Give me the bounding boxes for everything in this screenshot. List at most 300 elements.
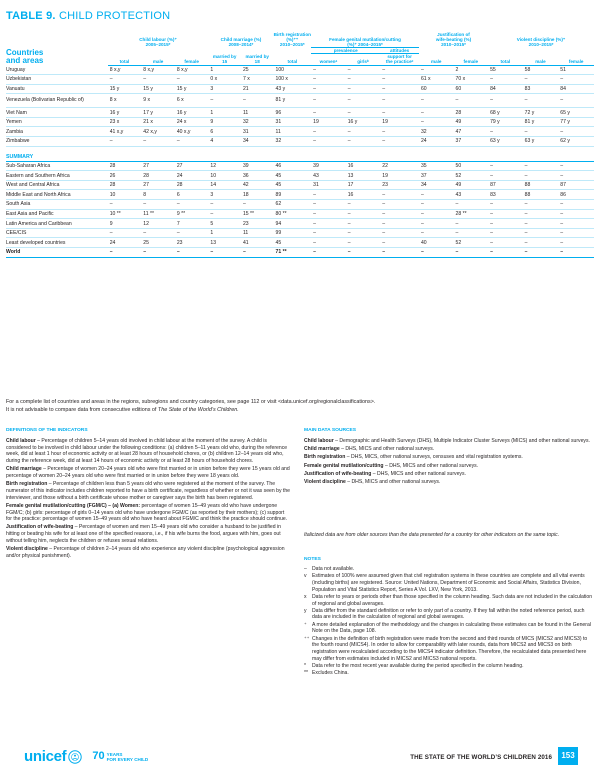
note-item: v Estimates of 100% were assumed given that civil registration systems in these countries are complete and all vital events (including births) are registered. Source: United Nations, Department of Economic and Social Affairs, Statistics Division, Population and Vital Statistics Report, Series A Vol. LXV, New York, 2013. <box>304 573 585 593</box>
data-cell: 6 <box>208 127 241 137</box>
data-cell: 23 <box>175 238 209 248</box>
data-cell: 21 <box>241 84 274 94</box>
data-cell: 31 <box>274 117 312 127</box>
data-cell: 45 <box>274 180 312 190</box>
data-cell: 19 <box>380 171 419 181</box>
col-header-fgm: Female genital mutilation/cutting (%)⁺ 2004–2015* <box>311 32 419 47</box>
summary-heading: SUMMARY <box>6 146 594 161</box>
sources-entry: Child labour – Demographic and Health Surveys (DHS), Multiple Indicator Cluster Surveys (MICS) and other national surveys. <box>304 438 590 444</box>
data-cell: – <box>488 94 523 108</box>
data-cell: – <box>454 219 489 229</box>
data-cell: 9 <box>208 117 241 127</box>
data-cell: 58 <box>523 65 559 75</box>
data-cell: 9 ** <box>175 209 209 219</box>
col-header-vd-male: male <box>523 53 559 65</box>
data-cell: 87 <box>558 180 594 190</box>
data-cell: – <box>380 200 419 210</box>
data-cell: 18 <box>241 190 274 200</box>
table-row <box>6 171 594 181</box>
country-name: Yemen <box>6 117 108 127</box>
data-cell: 21 x <box>141 117 175 127</box>
data-cell: 32 <box>274 137 312 147</box>
data-cell: 23 <box>241 219 274 229</box>
data-cell: 16 <box>346 161 381 171</box>
data-cell: 24 <box>108 238 142 248</box>
note-item: ⁺ A more detailed explanation of the methodology and the changes in calculating these estimates can be found in the General Note on the Data, page 108. <box>304 621 591 635</box>
col-header-child-marriage: Child marriage (%) 2008–2014* <box>220 37 262 47</box>
data-cell: 28 <box>454 108 489 118</box>
col-header-justification: Justification of wife-beating (%) 2010–2015* <box>435 32 472 47</box>
data-cell: 37 <box>454 137 489 147</box>
data-cell: – <box>380 228 419 238</box>
data-cell: – <box>454 248 489 258</box>
data-cell: – <box>488 238 523 248</box>
data-cell: – <box>175 75 209 85</box>
data-cell: – <box>419 209 454 219</box>
data-cell: – <box>523 127 559 137</box>
data-cell: 61 x <box>419 75 454 85</box>
data-cell: 77 y <box>558 117 594 127</box>
data-cell: – <box>523 94 559 108</box>
col-header-married-18: married by 18 <box>241 53 274 65</box>
col-header-jw-female: female <box>454 53 489 65</box>
data-cell: 86 <box>558 190 594 200</box>
data-cell: 49 <box>454 117 489 127</box>
data-cell: – <box>311 127 346 137</box>
data-cell: 15 y <box>175 84 209 94</box>
data-cell: – <box>346 219 381 229</box>
data-cell: 13 <box>208 238 241 248</box>
data-cell: 63 y <box>488 137 523 147</box>
data-cell: – <box>311 209 346 219</box>
data-cell: 28 <box>175 180 209 190</box>
data-cell: 63 y <box>523 137 559 147</box>
data-cell: 16 y <box>346 117 381 127</box>
data-cell: 19 <box>380 117 419 127</box>
summary-rows <box>6 146 594 257</box>
data-cell: – <box>141 228 175 238</box>
country-name: South Asia <box>6 200 108 210</box>
data-cell: – <box>380 75 419 85</box>
data-cell: 11 <box>241 228 274 238</box>
data-cell: – <box>108 137 142 147</box>
country-name: Uzbekistan <box>6 75 108 85</box>
data-cell: – <box>454 94 489 108</box>
data-cell: – <box>419 219 454 229</box>
data-cell: – <box>523 209 559 219</box>
data-cell: 27 <box>141 180 175 190</box>
data-cell: – <box>346 94 381 108</box>
note-item: * Data refer to the most recent year available during the period specified in the column heading. <box>304 662 524 669</box>
data-cell: 17 <box>346 180 381 190</box>
country-name: Viet Nam <box>6 108 108 118</box>
table-row <box>6 248 594 258</box>
data-cell: – <box>488 161 523 171</box>
data-cell: 62 <box>274 200 312 210</box>
country-name: Uruguay <box>6 65 108 75</box>
footnote-compare: It is not advisable to compare data from consecutive editions of The State of the World’s Children. <box>6 406 239 413</box>
data-cell: – <box>558 161 594 171</box>
data-cell: 23 x <box>108 117 142 127</box>
country-name: Least developed countries <box>6 238 108 248</box>
data-cell: 25 <box>241 65 274 75</box>
country-rows <box>6 65 594 146</box>
data-cell: 39 <box>311 161 346 171</box>
data-cell: 41 <box>241 238 274 248</box>
data-cell: 34 <box>241 137 274 147</box>
data-cell: 42 <box>241 180 274 190</box>
data-cell: – <box>419 108 454 118</box>
data-cell: 19 <box>311 117 346 127</box>
data-cell: – <box>558 238 594 248</box>
data-cell: – <box>380 84 419 94</box>
data-cell: 72 y <box>523 108 559 118</box>
col-header-attitudes: attitudes <box>380 47 419 53</box>
table-title <box>6 10 170 22</box>
data-cell: – <box>108 200 142 210</box>
data-cell: – <box>488 209 523 219</box>
data-cell: 24 <box>175 171 209 181</box>
data-cell: – <box>141 248 175 258</box>
data-cell: 7 x <box>241 75 274 85</box>
definitions-entry: Justification of wife-beating – Percentage of women and men 15–49 years old who consider a husband to be justified in hitting or beating his wife for at least one of the specified reasons, i.e., if his wife burns the food, argues with him, goes out without telling him, neglects the children or refuses sexual relations. <box>6 524 281 544</box>
data-cell: 100 <box>274 65 312 75</box>
data-cell: 55 <box>488 65 523 75</box>
data-cell: 16 <box>346 190 381 200</box>
col-header-birth-total: total <box>274 53 312 65</box>
data-cell: – <box>346 238 381 248</box>
data-cell: – <box>311 108 346 118</box>
data-cell: – <box>523 238 559 248</box>
data-cell: 45 <box>274 238 312 248</box>
country-name: Middle East and North Africa <box>6 190 108 200</box>
data-cell: 62 y <box>558 137 594 147</box>
data-cell: 4 <box>208 137 241 147</box>
data-cell: – <box>380 248 419 258</box>
data-cell: – <box>241 94 274 108</box>
data-cell: – <box>523 171 559 181</box>
data-cell: – <box>346 228 381 238</box>
data-cell: 52 <box>454 238 489 248</box>
page-number: 153 <box>558 747 578 765</box>
col-header-support: support for the practiceᶜ <box>380 53 419 65</box>
col-header-birth-registration: Birth registration (%)⁺⁺ 2010–2015* <box>273 32 311 47</box>
data-cell: 28 <box>141 171 175 181</box>
data-cell: 3 <box>208 190 241 200</box>
definitions-column <box>6 438 290 561</box>
data-cell: – <box>346 209 381 219</box>
data-cell: – <box>141 200 175 210</box>
italic-note: Italicized data are from older sources than the data presented for a country for other indicators on the same topic. <box>304 532 560 538</box>
col-header-violent-discipline: Violent discipline (%)⁺ 2010–2015* <box>516 37 566 47</box>
note-item: y Data differ from the standard definition or refer to only part of a country. If they fall within the noted reference period, such data are included in the calculation of regional and global averages. <box>304 607 585 621</box>
data-cell: – <box>311 238 346 248</box>
data-cell: 6 x <box>175 94 209 108</box>
country-name: Vanuatu <box>6 84 108 94</box>
definitions-entry: Female genital mutilation/cutting (FGM/C) – (a) Women: percentage of women 15–49 years old who have undergone FGM/C; (b) girls: percentage of girls 0–14 years old who have undergone FGM/C (as reported by their mothers); (c) support for the practice: percentage of women 15–49 years old who have heard about FGM/C and think the practice should continue. <box>6 502 288 523</box>
data-cell: 27 <box>175 161 209 171</box>
data-cell: 8 x <box>108 94 142 108</box>
note-item: – Data not available. <box>304 566 355 572</box>
data-cell: – <box>488 75 523 85</box>
footnote-regions: For a complete list of countries and areas in the regions, subregions and country categories, see page 112 or visit <data.unicef.org/regionalclassifications>. <box>6 399 376 405</box>
notes-heading: NOTES <box>304 557 321 562</box>
data-cell: – <box>523 248 559 258</box>
data-cell: – <box>175 248 209 258</box>
data-cell: – <box>558 171 594 181</box>
table-row <box>6 180 594 190</box>
data-cell: 35 <box>419 161 454 171</box>
table-footnotes <box>6 399 594 414</box>
col-header-women: womenᵃ <box>311 53 346 65</box>
data-cell: – <box>380 94 419 108</box>
data-cell: – <box>558 219 594 229</box>
sources-entry: Female genital mutilation/cutting – DHS, MICS and other national surveys. <box>304 462 479 469</box>
data-cell: – <box>175 228 209 238</box>
data-cell: – <box>558 94 594 108</box>
sources-column <box>304 438 594 487</box>
table-row <box>6 117 594 127</box>
data-cell: 15 ** <box>241 209 274 219</box>
data-cell: 87 <box>488 180 523 190</box>
data-cell: – <box>311 84 346 94</box>
data-cell: – <box>108 248 142 258</box>
note-item: ⁺⁺ Changes in the definition of birth registration were made from the second and third rounds of MICS (MICS2 and MICS3) to the fourth round (MICS4). In order to allow for comparability with later rounds, data from MICS2 and MICS3 on birth registration were recalculated according to the MICS4 indicator definition. Therefore, the recalculated data presented here may differ from estimates included in MICS2 and MICS3 national reports. <box>304 635 588 662</box>
data-cell: 24 x <box>175 117 209 127</box>
col-header-jw-male: male <box>419 53 454 65</box>
definitions-heading: DEFINITIONS OF THE INDICATORS <box>6 428 88 433</box>
data-cell: 1 <box>208 228 241 238</box>
data-cell: – <box>175 200 209 210</box>
data-cell: 88 <box>523 180 559 190</box>
col-header-child-labour: Child labour (%)⁺ 2005–2015* <box>139 37 177 47</box>
data-cell: 34 <box>419 180 454 190</box>
data-cell: 79 y <box>488 117 523 127</box>
data-cell: 14 <box>208 180 241 190</box>
data-cell: – <box>346 108 381 118</box>
sources-entry: Justification of wife-beating – DHS, MICS and other national surveys. <box>304 470 466 477</box>
data-cell: 0 x <box>208 75 241 85</box>
data-cell: – <box>558 200 594 210</box>
data-cell: – <box>311 65 346 75</box>
data-cell: – <box>419 228 454 238</box>
data-cell: – <box>488 171 523 181</box>
data-cell: – <box>419 94 454 108</box>
data-cell: 49 <box>454 180 489 190</box>
data-cell: 37 <box>419 171 454 181</box>
data-cell: 84 <box>558 84 594 94</box>
col-header-countries: Countries and areas <box>6 48 44 65</box>
data-cell: – <box>208 248 241 258</box>
page-footer <box>0 742 600 772</box>
data-cell: 60 <box>419 84 454 94</box>
data-cell: – <box>488 248 523 258</box>
table-row <box>6 94 594 108</box>
table-row <box>6 228 594 238</box>
table-row <box>6 127 594 137</box>
data-cell: 13 <box>346 171 381 181</box>
data-cell: 42 x,y <box>141 127 175 137</box>
country-name: World <box>6 248 108 258</box>
data-cell: 22 <box>380 161 419 171</box>
data-cell: 71 ** <box>274 248 312 258</box>
unicef-logo: unicef 70 YEARS FOR EVERY CHILD <box>24 748 149 765</box>
data-cell: 46 <box>274 161 312 171</box>
data-cell: – <box>346 75 381 85</box>
col-header-vd-total: total <box>488 53 523 65</box>
data-cell: – <box>311 200 346 210</box>
data-cell: 25 <box>141 238 175 248</box>
data-cell: 100 x <box>274 75 312 85</box>
data-cell: – <box>380 65 419 75</box>
data-cell: – <box>558 248 594 258</box>
data-cell: – <box>346 248 381 258</box>
table-row <box>6 161 594 171</box>
data-cell: 65 y <box>558 108 594 118</box>
data-cell: – <box>488 228 523 238</box>
data-cell: – <box>558 209 594 219</box>
unicef-emblem-icon <box>68 750 82 764</box>
data-cell: – <box>311 190 346 200</box>
data-cell: – <box>380 127 419 137</box>
data-cell: – <box>419 248 454 258</box>
data-cell: 2 <box>454 65 489 75</box>
data-cell: – <box>380 190 419 200</box>
definitions-entry: Birth registration – Percentage of children less than 5 years old who were registered at the moment of the survey. The numerator of this indicator includes children reported to have a birth certificate, regardless of whether or not it was seen by the interviewer, and those without a birth certificate whose mother or caregiver says the birth has been registered. <box>6 481 290 501</box>
data-cell: 1 <box>208 65 241 75</box>
data-cell: – <box>241 200 274 210</box>
anniversary-badge: 70 YEARS FOR EVERY CHILD <box>92 750 149 762</box>
country-name: Venezuela (Bolivarian Republic of) <box>6 94 108 108</box>
data-cell: 89 <box>274 190 312 200</box>
data-cell: – <box>488 127 523 137</box>
data-cell: 17 y <box>141 108 175 118</box>
data-cell: – <box>208 94 241 108</box>
data-cell: – <box>523 161 559 171</box>
data-cell: – <box>380 209 419 219</box>
data-cell: 43 y <box>274 84 312 94</box>
data-cell: – <box>523 200 559 210</box>
data-cell: – <box>380 219 419 229</box>
data-cell: 5 <box>208 219 241 229</box>
data-cell: – <box>141 75 175 85</box>
data-cell: 28 ** <box>454 209 489 219</box>
data-cell: – <box>523 75 559 85</box>
data-cell: 81 y <box>274 94 312 108</box>
data-cell: – <box>175 137 209 147</box>
data-cell: 84 <box>488 84 523 94</box>
sources-heading: MAIN DATA SOURCES <box>304 428 357 433</box>
col-header-male: male <box>141 53 175 65</box>
country-name: West and Central Africa <box>6 180 108 190</box>
data-cell: 11 <box>274 127 312 137</box>
data-cell: 32 <box>241 117 274 127</box>
data-cell: 51 <box>558 65 594 75</box>
data-cell: 45 <box>274 171 312 181</box>
data-cell: 9 x <box>141 94 175 108</box>
data-cell: – <box>141 137 175 147</box>
sources-entry: Violent discipline – DHS, MICS and other national surveys. <box>304 479 441 486</box>
data-cell: – <box>311 137 346 147</box>
data-cell: – <box>419 117 454 127</box>
table-number: TABLE 9. <box>6 10 56 22</box>
data-cell: 10 <box>208 171 241 181</box>
definitions-entry: Violent discipline – Percentage of children 2–14 years old who experience any violent discipline (psychological aggression and/or physical punishment). <box>6 546 285 559</box>
data-cell: – <box>488 200 523 210</box>
data-cell: 60 <box>454 84 489 94</box>
data-cell: 16 y <box>108 108 142 118</box>
data-cell: 50 <box>454 161 489 171</box>
country-name: Zambia <box>6 127 108 137</box>
col-header-married-15: married by 15 <box>208 53 241 65</box>
data-cell: 32 <box>419 127 454 137</box>
definitions-entry: Child marriage – Percentage of women 20–24 years old who were first married or in union before they were 15 years old and percentage of women 20–24 years old who were first married or in union before they were 18 years old. <box>6 466 290 480</box>
note-item: ** Excludes China. <box>304 670 349 677</box>
data-cell: – <box>419 190 454 200</box>
data-cell: 81 y <box>523 117 559 127</box>
col-header-total: total <box>108 53 142 65</box>
data-cell: 10 ** <box>108 209 142 219</box>
table-row <box>6 75 594 85</box>
data-cell: – <box>488 219 523 229</box>
data-cell: 16 y <box>175 108 209 118</box>
data-cell: 31 <box>241 127 274 137</box>
data-cell: – <box>346 127 381 137</box>
data-cell: – <box>346 65 381 75</box>
data-cell: 28 <box>108 180 142 190</box>
data-cell: 88 <box>523 190 559 200</box>
publication-title: THE STATE OF THE WORLD’S CHILDREN 2016 <box>410 754 552 761</box>
data-cell: 39 <box>241 161 274 171</box>
data-cell: 96 <box>274 108 312 118</box>
notes-column <box>304 566 594 677</box>
sources-entry: Child marriage – DHS, MICS and other national surveys. <box>304 446 435 453</box>
data-cell: 9 <box>108 219 142 229</box>
data-cell: 15 y <box>108 84 142 94</box>
data-cell: 47 <box>454 127 489 137</box>
data-cell: – <box>380 108 419 118</box>
table-row <box>6 108 594 118</box>
data-cell: 7 <box>175 219 209 229</box>
col-header-prevalence: prevalence <box>311 47 380 53</box>
data-cell: – <box>380 137 419 147</box>
data-cell: 1 <box>208 108 241 118</box>
table-subject: CHILD PROTECTION <box>58 10 171 22</box>
data-cell: 12 <box>208 161 241 171</box>
data-cell: 8 x,y <box>108 65 142 75</box>
data-cell: 83 <box>488 190 523 200</box>
table-row <box>6 200 594 210</box>
data-cell: – <box>311 219 346 229</box>
data-cell: 23 <box>380 180 419 190</box>
data-cell: – <box>241 248 274 258</box>
col-header-vd-female: female <box>558 53 594 65</box>
data-cell: – <box>311 75 346 85</box>
data-cell: 6 <box>175 190 209 200</box>
data-cell: 36 <box>241 171 274 181</box>
country-name: Zimbabwe <box>6 137 108 147</box>
data-cell: 99 <box>274 228 312 238</box>
col-header-girls: girlsᵇ <box>346 53 381 65</box>
table-row <box>6 65 594 75</box>
col-header-female: female <box>175 53 209 65</box>
data-cell: – <box>208 200 241 210</box>
country-name: Eastern and Southern Africa <box>6 171 108 181</box>
table-row <box>6 190 594 200</box>
data-cell: 8 x,y <box>141 65 175 75</box>
data-cell: – <box>558 228 594 238</box>
data-cell: – <box>419 200 454 210</box>
